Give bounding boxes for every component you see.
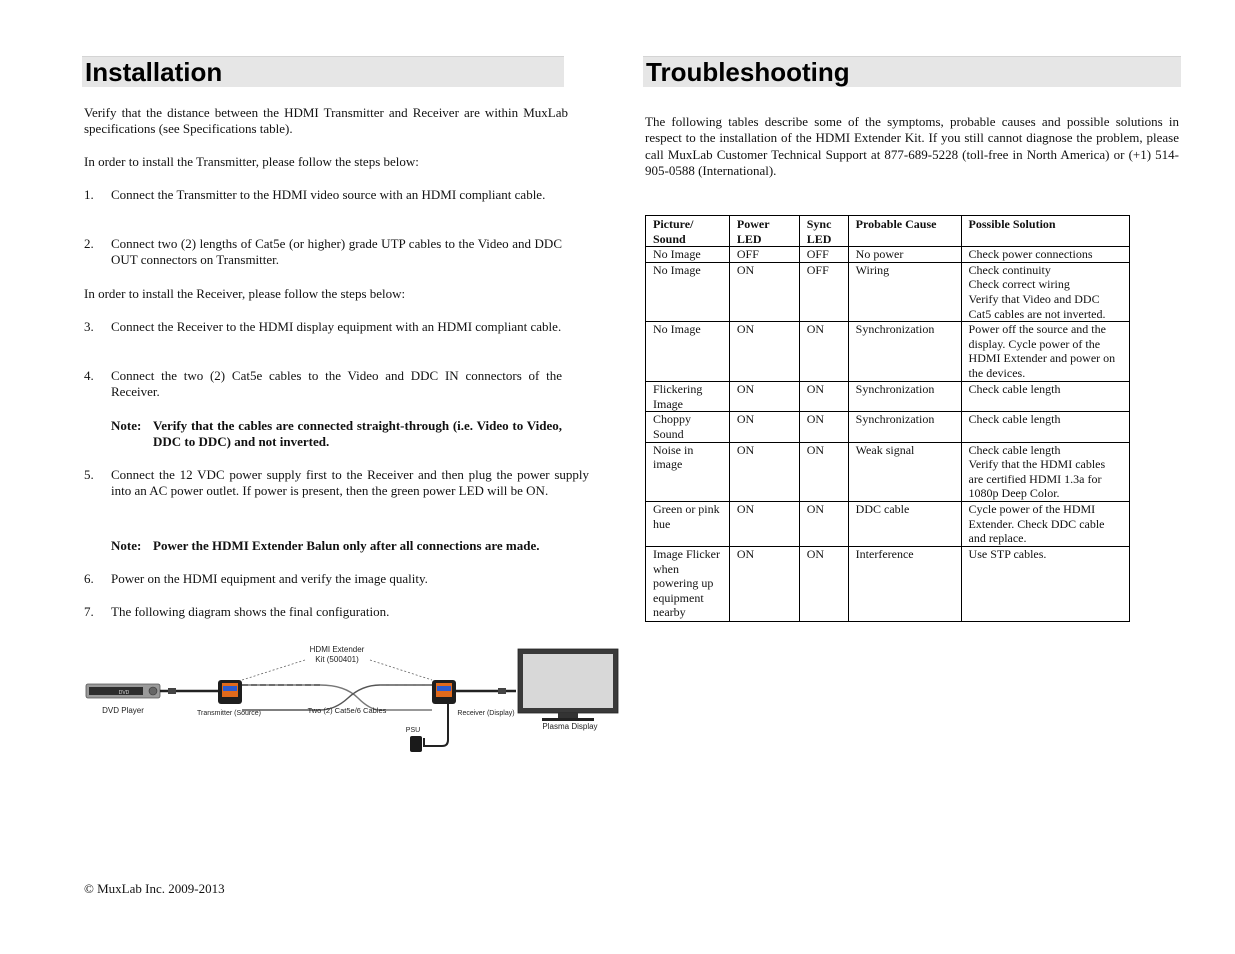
cell-symptom: No Image: [646, 262, 730, 321]
cell-symptom: No Image: [646, 247, 730, 263]
cell-probable-cause: DDC cable: [848, 501, 961, 546]
dvd-text: DVD: [118, 690, 130, 696]
cell-sync-led: ON: [799, 442, 848, 501]
transmitter-label: Transmitter (Source): [197, 710, 261, 717]
step-number: 4.: [84, 368, 94, 383]
cell-power-led: ON: [729, 322, 799, 382]
cell-possible-solution: Check cable length: [961, 412, 1129, 442]
note-label: Note:: [111, 538, 142, 553]
table-header-row: [646, 216, 1130, 247]
transmitter-lead: In order to install the Transmitter, please follow the steps below:: [84, 154, 419, 169]
kit-pointer-right: [370, 660, 432, 680]
header-probable-cause: Probable Cause: [848, 216, 961, 247]
note-text: Verify that the cables are connected straight-through (i.e. Video to Video, DDC to DDC) and not inverted.: [153, 418, 562, 450]
cell-symptom: Green or pink hue: [646, 501, 730, 546]
cables-label: Two (2) Cat5e/6 Cables: [307, 706, 387, 715]
table-row: [646, 322, 1130, 382]
step-number: 7.: [84, 604, 94, 619]
cell-sync-led: ON: [799, 412, 848, 442]
step-number: 6.: [84, 571, 94, 586]
note-text: Power the HDMI Extender Balun only after all connections are made.: [153, 538, 540, 553]
table-row: [646, 262, 1130, 321]
step-text: Connect the Transmitter to the HDMI video source with an HDMI compliant cable.: [111, 187, 546, 202]
cell-symptom: Noise in image: [646, 442, 730, 501]
cell-probable-cause: Synchronization: [848, 412, 961, 442]
table-row: [646, 546, 1130, 621]
note-label: Note:: [111, 418, 142, 433]
install-intro: Verify that the distance between the HDMI Transmitter and Receiver are within MuxLab specifications (see Specifications table).: [84, 105, 568, 137]
cell-symptom: Choppy Sound: [646, 412, 730, 442]
cell-sync-led: OFF: [799, 262, 848, 321]
cell-power-led: ON: [729, 546, 799, 621]
step-text: The following diagram shows the final configuration.: [111, 604, 390, 619]
table-row: [646, 442, 1130, 501]
receiver-lead: In order to install the Receiver, please follow the steps below:: [84, 286, 406, 301]
step-text: Power on the HDMI equipment and verify the image quality.: [111, 571, 428, 586]
installation-heading: Installation: [82, 56, 564, 87]
plasma-display-icon: [518, 649, 618, 721]
cell-sync-led: ON: [799, 382, 848, 412]
step-text: Connect the two (2) Cat5e cables to the Video and DDC IN connectors of the Receiver.: [111, 368, 562, 400]
header-sync-led: Sync LED: [799, 216, 848, 247]
cell-probable-cause: Weak signal: [848, 442, 961, 501]
dvd-player-icon: [86, 684, 160, 698]
header-picture-sound: Picture/ Sound: [646, 216, 730, 247]
step-text: Connect the 12 VDC power supply first to the Receiver and then plug the power supply into an AC power outlet. If power is present, then the green power LED will be ON.: [111, 467, 589, 499]
receiver-label: Receiver (Display): [457, 710, 515, 717]
cell-power-led: OFF: [729, 247, 799, 263]
step-text: Connect the Receiver to the HDMI display equipment with an HDMI compliant cable.: [111, 319, 562, 334]
cell-possible-solution: Check cable length: [961, 382, 1129, 412]
cell-possible-solution: Check power connections: [961, 247, 1129, 263]
cell-possible-solution: Cycle power of the HDMI Extender. Check DDC cable and replace.: [961, 501, 1129, 546]
kit-label-line2: Kit (500401): [315, 655, 359, 664]
troubleshooting-heading: Troubleshooting: [643, 56, 1181, 87]
step-number: 5.: [84, 467, 94, 482]
step-text: Connect two (2) lengths of Cat5e (or higher) grade UTP cables to the Video and DDC OUT connectors on Transmitter.: [111, 236, 562, 268]
cell-sync-led: ON: [799, 322, 848, 382]
plasma-display-label: Plasma Display: [542, 722, 598, 731]
cell-sync-led: OFF: [799, 247, 848, 263]
step-number: 3.: [84, 319, 94, 334]
dvd-player-label: DVD Player: [102, 706, 144, 715]
kit-pointer-left: [242, 660, 305, 680]
cell-probable-cause: Synchronization: [848, 322, 961, 382]
troubleshooting-table: [645, 215, 1130, 622]
psu-label: PSU: [405, 727, 421, 734]
cell-probable-cause: No power: [848, 247, 961, 263]
receiver-icon: [432, 680, 456, 704]
cell-possible-solution: Check cable length Verify that the HDMI cables are certified HDMI 1.3a for 1080p Deep Color.: [961, 442, 1129, 501]
cell-power-led: ON: [729, 382, 799, 412]
table-row: [646, 247, 1130, 263]
copyright-footer: © MuxLab Inc. 2009-2013: [84, 881, 225, 896]
cell-power-led: ON: [729, 412, 799, 442]
header-power-led: Power LED: [729, 216, 799, 247]
cell-sync-led: ON: [799, 546, 848, 621]
troubleshooting-intro: The following tables describe some of the symptoms, probable causes and possible solutions in respect to the installation of the HDMI Extender Kit. If you still cannot diagnose the problem, please call MuxLab Customer Technical Support at 877-689-5228 (toll-free in North America) or (+1) 514-905-0588 (International).: [645, 114, 1179, 178]
table-row: [646, 412, 1130, 442]
cell-possible-solution: Check continuity Check correct wiring Verify that Video and DDC Cat5 cables are not inverted.: [961, 262, 1129, 321]
step-number: 1.: [84, 187, 94, 202]
cell-power-led: ON: [729, 501, 799, 546]
cell-power-led: ON: [729, 442, 799, 501]
table-body: [646, 247, 1130, 622]
cell-symptom: Flickering Image: [646, 382, 730, 412]
step-number: 2.: [84, 236, 94, 251]
cell-possible-solution: Power off the source and the display. Cycle power of the HDMI Extender and power on the devices.: [961, 322, 1129, 382]
cell-symptom: No Image: [646, 322, 730, 382]
table-row: [646, 382, 1130, 412]
psu-icon: [410, 736, 422, 752]
cell-sync-led: ON: [799, 501, 848, 546]
cell-power-led: ON: [729, 262, 799, 321]
configuration-diagram: [80, 640, 625, 758]
table-row: [646, 501, 1130, 546]
cell-symptom: Image Flicker when powering up equipment nearby: [646, 546, 730, 621]
cell-probable-cause: Synchronization: [848, 382, 961, 412]
cell-probable-cause: Wiring: [848, 262, 961, 321]
cell-probable-cause: Interference: [848, 546, 961, 621]
header-possible-solution: Possible Solution: [961, 216, 1129, 247]
kit-label-line1: HDMI Extender: [309, 645, 365, 654]
cell-possible-solution: Use STP cables.: [961, 546, 1129, 621]
transmitter-icon: [218, 680, 242, 704]
